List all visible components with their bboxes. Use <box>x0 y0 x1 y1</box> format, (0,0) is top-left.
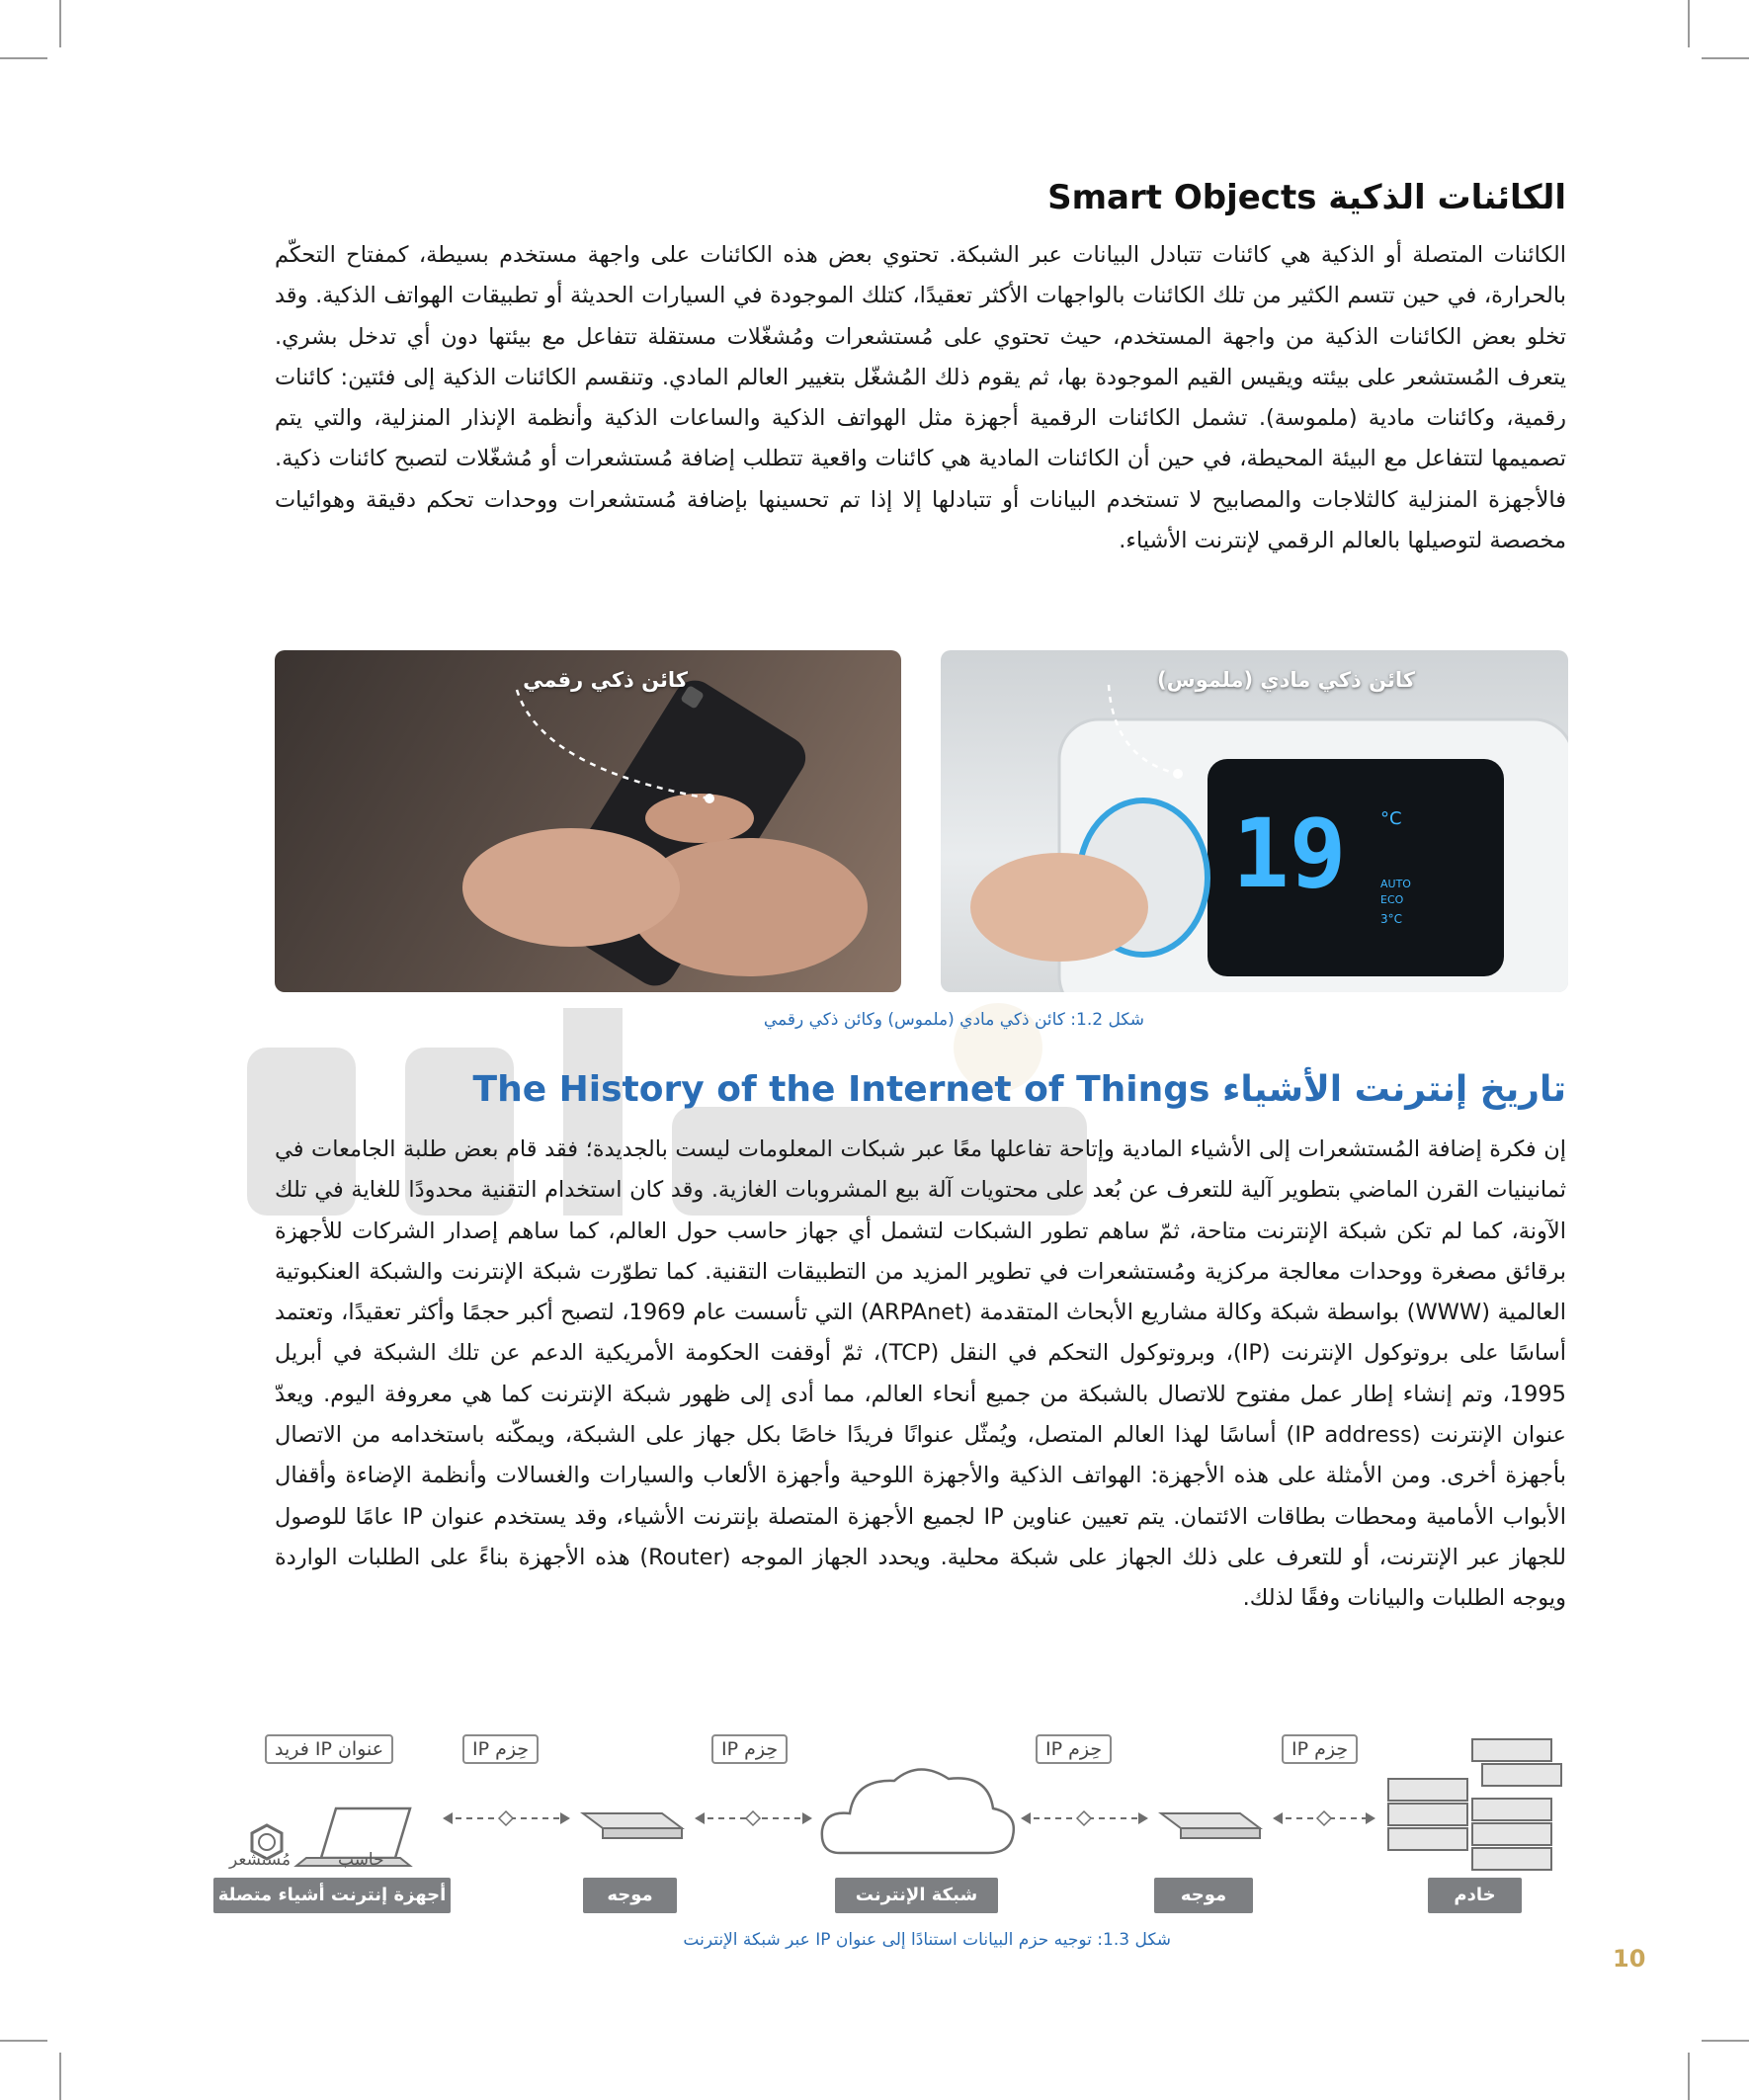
ip-packet-tag: حِزم IP <box>711 1734 788 1764</box>
sensor-label: مُستشعر <box>229 1850 292 1870</box>
ip-routing-diagram <box>198 1720 1571 1917</box>
smart-objects-paragraph: الكائنات المتصلة أو الذكية هي كائنات تتبادل البيانات عبر الشبكة. تحتوي بعض هذه الكائنات على واجهة مستخدم بسيطة، كمفتاح التحكّم بالحرارة، في حين تتسم الكثير من تلك الكائنات بالواجهات الأكثر تعقيدًا، كتلك الموجودة في السيارات الحديثة أو تطبيقات الهواتف الذكية. وقد تخلو بعض الكائنات الذكية من واجهة المستخدم، حيث تحتوي على مُستشعرات ومُشغّلات مستقلة تتفاعل مع بيئتها دون أي تدخل بشري. يتعرف المُستشعر على بيئته ويقيس القيم الموجودة بها، ثم يقوم ذلك المُشغّل بتغيير العالم المادي. وتنقسم الكائنات الذكية إلى فئتين: كائنات رقمية، وكائنات مادية (ملموسة). تشمل الكائنات الرقمية أجهزة مثل الهواتف الذكية والساعات الذكية وأنظمة الإنذار المنزلية، والتي يتم تصميمها لتتفاعل مع البيئة المحيطة، في حين أن الكائنات المادية هي كائنات واقعية تتطلب إضافة مُستشعرات أو مُشغّلات لتصبح كائنات ذكية. فالأجهزة المنزلية كالثلاجات والمصابيح لا تستخدم البيانات أو تتبادلها إلا إذا تم تحسينها بإضافة مُستشعرات ووحدات تحكم دقيقة وهوائيات مخصصة لتوصيلها بالعالم الرقمي لإنترنت الأشياء. <box>275 242 1566 554</box>
router-right-label: موجه <box>1154 1878 1253 1913</box>
ip-packet-tag: حِزم IP <box>462 1734 539 1764</box>
thermostat-mode-auto: AUTO <box>1380 878 1411 890</box>
crop-mark <box>1688 0 1690 47</box>
section-heading-smart-objects: الكائنات الذكية Smart Objects <box>1047 178 1566 217</box>
unique-ip-tag: عنوان IP فريد <box>265 1734 393 1764</box>
thermostat-unit: °C <box>1380 808 1402 829</box>
page-number: 10 <box>1613 1945 1646 1973</box>
crop-mark <box>1702 57 1749 59</box>
internet-label: شبكة الإنترنت <box>835 1878 998 1913</box>
server-label: خادم <box>1428 1878 1522 1913</box>
iot-history-paragraph: إن فكرة إضافة المُستشعرات إلى الأشياء المادية وإتاحة تفاعلها معًا عبر شبكات المعلومات ليست بالجديدة؛ فقد قام بعض طلبة الجامعات في ثمانينيات القرن الماضي بتطوير آلية للتعرف عن بُعد على محتويات آلة بيع المشروبات الغازية. وقد كان استخدام التقنية محدودًا للغاية في تلك الآونة، كما لم تكن شبكة الإنترنت متاحة، ثمّ ساهم تطور الشبكات لتشمل أي جهاز حاسب حول العالم، كما ساهم إصدار الشركات للأجهزة برقائق مصغرة ووحدات معالجة مركزية ومُستشعرات في تطوير المزيد من التطبيقات التقنية. كما تطوّرت شبكة الإنترنت والشبكة العنكبوتية العالمية (WWW) بواسطة شبكة وكالة مشاريع الأبحاث المتقدمة (ARPAnet) التي تأسست عام 1969، لتصبح أكبر حجمًا وأكثر تعقيدًا، وتعتمد أساسًا على بروتوكول الإنترنت (IP)، وبروتوكول التحكم في النقل (TCP)، ثمّ أوقفت الحكومة الأمريكية الدعم عن تلك الشبكة في أبريل 1995، وتم إنشاء إطار عمل مفتوح للاتصال بالشبكة من جميع أنحاء العالم، مما أدى إلى ظهور شبكة الإنترنت كما هي معروفة اليوم. ويعدّ عنوان الإنترنت (IP address) أساسًا لهذا العالم المتصل، ويُمثّل عنوانًا فريدًا خاصًا بكل جهاز على الشبكة، ويمكّنه باستخدامه من الاتصال بأجهزة أخرى. ومن الأمثلة على هذه الأجهزة: الهواتف الذكية والأجهزة اللوحية وأجهزة الألعاب والسيارات والغسالات وأنظمة الإضاءة وأقفال الأبواب الأمامية ومحطات بطاقات الائتمان. يتم تعيين عناوين IP لجميع الأجهزة المتصلة بإنترنت الأشياء، وقد يستخدم عنوان IP عامًا للوصول للجهاز عبر الإنترنت، أو للتعرف على ذلك الجهاز على شبكة محلية. ويحدد الجهاز الموجه (Router) هذه الأجهزة بناءً على الطلبات الواردة ويوجه الطلبات والبيانات وفقًا لذلك. <box>275 1136 1567 1612</box>
thermostat-photo <box>941 650 1568 992</box>
digital-object-label: كائن ذكي رقمي <box>523 668 688 692</box>
thermostat-mode-offset: 3°C <box>1380 912 1403 926</box>
figure-1-3-caption: شكل 1.3: توجيه حزم البيانات استنادًا إلى عنوان IP عبر شبكة الإنترنت <box>683 1930 1171 1950</box>
router-icon <box>1161 1813 1260 1838</box>
crop-mark <box>0 57 47 59</box>
thermostat-mode-eco: ECO <box>1380 893 1404 906</box>
crop-mark <box>1688 2053 1690 2100</box>
router-left-label: موجه <box>583 1878 677 1913</box>
connected-devices-label: أجهزة إنترنت أشياء متصلة <box>213 1878 451 1913</box>
figure-1-2-caption: شكل 1.2: كائن ذكي مادي (ملموس) وكائن ذكي رقمي <box>763 1010 1144 1030</box>
smartphone-illustration <box>275 650 901 992</box>
crop-mark <box>0 2040 47 2042</box>
ip-packet-tag: حِزم IP <box>1282 1734 1358 1764</box>
internet-cloud-icon <box>822 1769 1014 1853</box>
section-heading-iot-history: تاريخ إنترنت الأشياء The History of the Internet of Things <box>472 1069 1566 1110</box>
computer-label: حاسب <box>338 1850 384 1870</box>
router-icon <box>583 1813 682 1838</box>
physical-object-label: كائن ذكي مادي (ملموس) <box>1157 668 1415 692</box>
crop-mark <box>59 0 61 47</box>
ip-packet-tag: حِزم IP <box>1036 1734 1112 1764</box>
crop-mark <box>1702 2040 1749 2042</box>
smartphone-photo <box>275 650 901 992</box>
thermostat-temperature: 19 <box>1232 798 1347 909</box>
crop-mark <box>59 2053 61 2100</box>
server-stack-icon <box>1388 1739 1561 1870</box>
